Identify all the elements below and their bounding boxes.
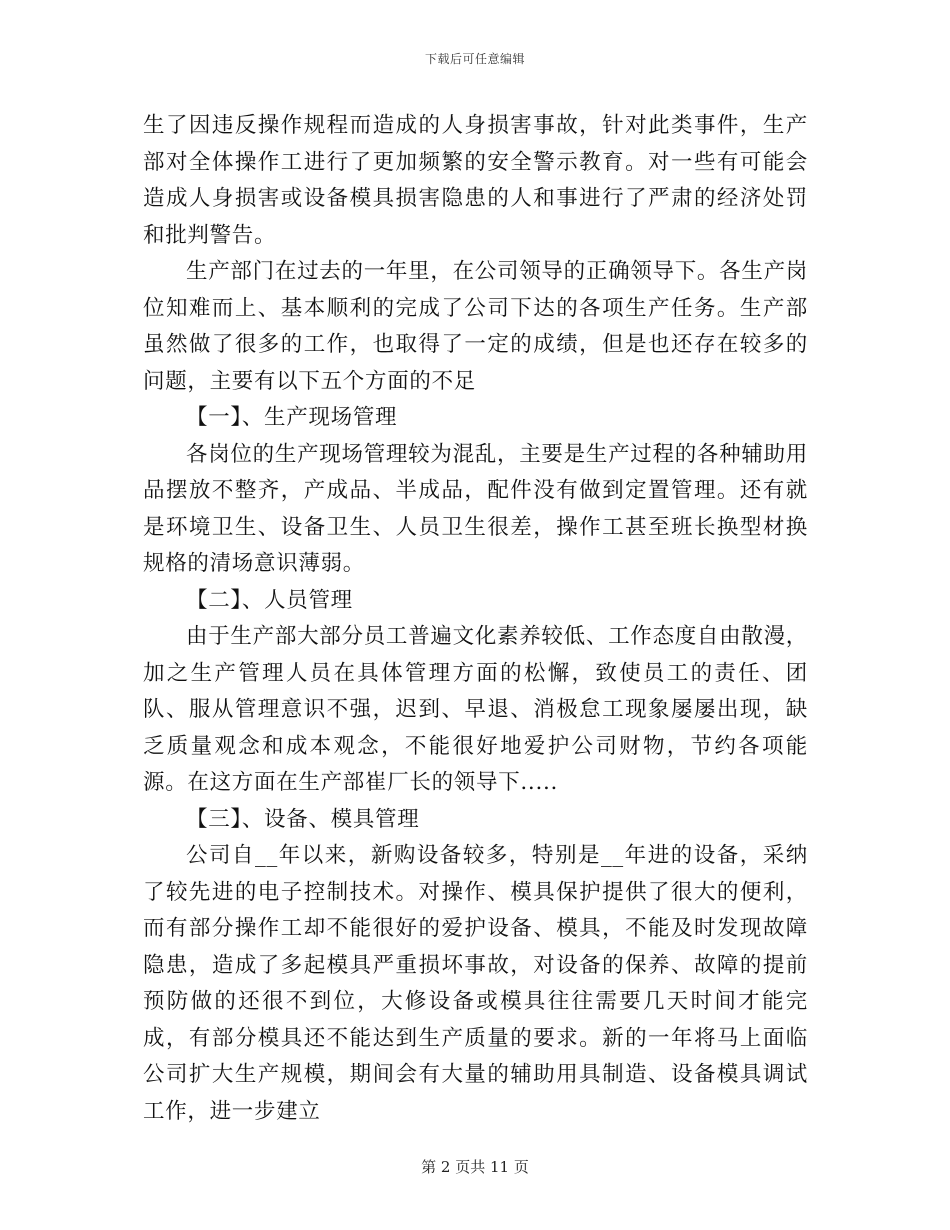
- page-header: 下载后可任意编辑: [424, 52, 525, 66]
- paragraph: 生产部门在过去的一年里，在公司领导的正确领导下。各生产岗位知难而上、基本顺利的完成了公司下达的各项生产任务。生产部虽然做了很多的工作，也取得了一定的成绩，但是也还存在较多的问题，主要有以下五个方面的不足: [143, 259, 808, 394]
- paragraph: 生了因违反操作规程而造成的人身损害事故，针对此类事件，生产部对全体操作工进行了更加频繁的安全警示教育。对一些有可能会造成人身损害或设备模具损害隐患的人和事进行了严肃的经济处罚和批判警告。: [143, 113, 808, 248]
- paragraph: 由于生产部大部分员工普遍文化素养较低、工作态度自由散漫，加之生产管理人员在具体管理方面的松懈，致使员工的责任、团队、服从管理意识不强，迟到、早退、消极怠工现象屡屡出现，缺乏质量观念和成本观念，不能很好地爱护公司财物，节约各项能源。在这方面在生产部崔厂长的领导下.....: [143, 624, 808, 795]
- section-heading: 【一】、生产现场管理: [186, 405, 398, 430]
- section-heading: 【二】、人员管理: [186, 587, 353, 613]
- document-body: [143, 108, 808, 1130]
- section-heading: 【三】、设备、模具管理: [186, 806, 420, 832]
- paragraph: 各岗位的生产现场管理较为混乱，主要是生产过程的各种辅助用品摆放不整齐，产成品、半成品，配件没有做到定置管理。还有就是环境卫生、设备卫生、人员卫生很差，操作工甚至班长换型材换规格的清场意识薄弱。: [143, 441, 808, 576]
- paragraph: 公司自__年以来，新购设备较多，特别是__年进的设备，采纳了较先进的电子控制技术。对操作、模具保护提供了很大的便利，而有部分操作工却不能很好的爱护设备、模具，不能及时发现故障隐患，造成了多起模具严重损坏事故，对设备的保养、故障的提前预防做的还很不到位，大修设备或模具往往需要几天时间才能完成，有部分模具还不能达到生产质量的要求。新的一年将马上面临公司扩大生产规模，期间会有大量的辅助用具制造、设备模具调试工作，进一步建立: [143, 843, 808, 1124]
- page-number-footer: 第 2 页共 11 页: [421, 1158, 529, 1176]
